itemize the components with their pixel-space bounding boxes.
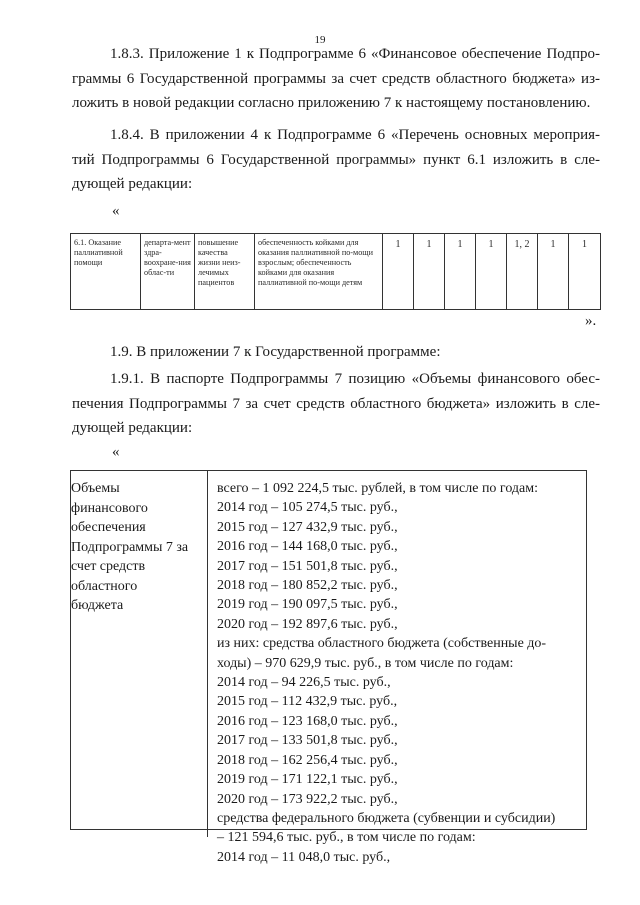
finance-line: 2019 год – 190 097,5 тыс. руб.,: [217, 597, 398, 613]
text-line: дующей редакции:: [72, 420, 193, 436]
label-line: Подпрограммы 7 за: [71, 539, 189, 555]
finance-line: средства федерального бюджета (субвенции и субсидии): [217, 810, 556, 826]
finance-line: ходы) – 970 629,9 тыс. руб., в том числе по годам:: [217, 655, 514, 671]
label-line: финансового: [71, 500, 148, 516]
value-cell: 1, 2: [507, 234, 538, 310]
label-line: счет средств: [71, 559, 146, 574]
paragraph-1-8-3: [72, 42, 600, 116]
finance-line: 2017 год – 133 501,8 тыс. руб.,: [217, 733, 398, 749]
value-cell: 1: [476, 234, 507, 310]
finance-line: 2015 год – 127 432,9 тыс. руб.,: [217, 519, 398, 535]
text-line: тий Подпрограммы 6 Государственной программы» пункт 6.1 изложить в сле-: [72, 151, 600, 168]
text-line: 1.8.4. В приложении 4 к Подпрограмме 6 «Перечень основных мероприя-: [110, 127, 600, 143]
page-number: 19: [314, 34, 326, 46]
finance-line: 2020 год – 192 897,6 тыс. руб.,: [217, 616, 398, 632]
finance-line: 2016 год – 144 168,0 тыс. руб.,: [217, 539, 398, 555]
text-line: дующей редакции:: [72, 176, 193, 192]
finance-label-cell: [71, 471, 208, 837]
finance-table: [70, 470, 587, 865]
finance-line: из них: средства областного бюджета (собственные до-: [217, 636, 547, 652]
executor-cell: департа-мент здра-воохране-ния облас-ти: [141, 234, 195, 310]
label-line: обеспечения: [71, 520, 146, 535]
text-line: граммы 6 Государственной программы за счет средств областного бюджета» из-: [72, 70, 600, 87]
paragraph-1-8-4: [72, 123, 600, 197]
label-line: бюджета: [71, 598, 124, 613]
finance-line: 2015 год – 112 432,9 тыс. руб.,: [217, 694, 398, 710]
finance-line: 2019 год – 171 122,1 тыс. руб.,: [217, 772, 398, 788]
text-line: 1.9.1. В паспорте Подпрограммы 7 позицию «Объемы финансового обес-: [110, 371, 600, 387]
opening-quote: «: [112, 444, 120, 460]
finance-line: 2014 год – 105 274,5 тыс. руб.,: [217, 500, 398, 516]
finance-line: 2014 год – 11 048,0 тыс. руб.,: [217, 849, 391, 865]
indicator-cell: обеспеченность койками для оказания паллиативной по-мощи взрослым; обеспеченность койками для оказания паллиативной по-мощи детям: [255, 234, 383, 310]
finance-line: 2020 год – 173 922,2 тыс. руб.,: [217, 791, 398, 807]
measure-name-cell: 6.1. Оказание паллиативной помощи: [71, 234, 141, 310]
finance-values-cell: [217, 479, 583, 867]
label-line: Объемы: [71, 481, 120, 496]
text-line: ложить в новой редакции согласно приложению 7 к настоящему постановлению.: [72, 95, 591, 111]
result-cell: повышение качества жизни неиз-лечимых пациентов: [195, 234, 255, 310]
label-line: областного: [71, 578, 138, 594]
paragraph-1-9-1: [72, 367, 600, 441]
value-cell: 1: [414, 234, 445, 310]
text-line: 1.9. В приложении 7 к Государственной программе:: [110, 344, 441, 360]
value-cell: 1: [445, 234, 476, 310]
text-line: печения Подпрограммы 7 за счет средств областного бюджета» изложить в сле-: [72, 395, 600, 412]
value-cell: 1: [538, 234, 569, 310]
value-cell: 1: [569, 234, 601, 310]
table-row: [71, 234, 601, 310]
finance-line: – 121 594,6 тыс. руб., в том числе по годам:: [217, 830, 476, 846]
closing-quote: ».: [585, 313, 597, 329]
finance-line: 2018 год – 180 852,2 тыс. руб.,: [217, 578, 398, 594]
opening-quote: «: [112, 203, 120, 219]
value-cell: 1: [383, 234, 414, 310]
text-line: 1.8.3. Приложение 1 к Подпрограмме 6 «Финансовое обеспечение Подпро-: [110, 46, 600, 62]
finance-line: всего – 1 092 224,5 тыс. рублей, в том числе по годам:: [217, 481, 539, 496]
finance-line: 2016 год – 123 168,0 тыс. руб.,: [217, 713, 398, 729]
measures-table: [70, 233, 601, 310]
finance-line: 2018 год – 162 256,4 тыс. руб.,: [217, 752, 398, 768]
paragraph-1-9: [72, 340, 600, 365]
finance-line: 2017 год – 151 501,8 тыс. руб.,: [217, 558, 398, 574]
finance-line: 2014 год – 94 226,5 тыс. руб.,: [217, 675, 391, 691]
